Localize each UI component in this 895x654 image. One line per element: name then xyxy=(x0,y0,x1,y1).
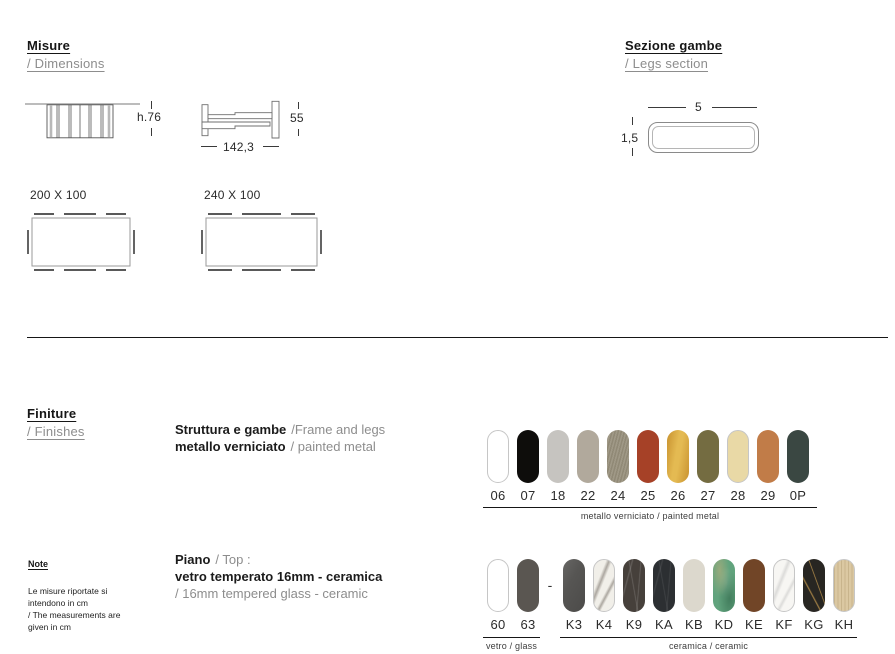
swatch-code-29: 29 xyxy=(760,488,776,503)
finishes-subtitle: / Finishes xyxy=(27,424,85,439)
metal-group-rule xyxy=(483,507,817,508)
swatch-color-60 xyxy=(487,559,509,612)
swatch-0P xyxy=(787,430,809,503)
swatch-code-KE: KE xyxy=(745,617,763,632)
swatch-K3 xyxy=(563,559,585,632)
swatch-code-25: 25 xyxy=(640,488,656,503)
swatch-KA xyxy=(653,559,675,632)
side-height-tick-top xyxy=(298,102,299,109)
swatch-KD xyxy=(713,559,735,632)
swatch-KB xyxy=(683,559,705,632)
swatch-separator: - xyxy=(547,577,553,593)
height-dim-tick-top xyxy=(151,101,152,109)
top-material-it: vetro temperato 16mm - ceramica xyxy=(175,569,383,584)
frame-label-it: Struttura e gambe xyxy=(175,422,287,437)
metal-swatch-group xyxy=(487,430,809,503)
swatch-code-28: 28 xyxy=(730,488,746,503)
glass-swatch-group xyxy=(487,559,539,632)
swatch-code-K9: K9 xyxy=(625,617,643,632)
swatch-color-K4 xyxy=(593,559,615,612)
swatch-24 xyxy=(607,430,629,503)
swatch-code-18: 18 xyxy=(550,488,566,503)
top-finish-text xyxy=(175,551,382,602)
swatch-color-63 xyxy=(517,559,539,612)
swatch-color-24 xyxy=(607,430,629,483)
leg-height-tick-bottom xyxy=(632,148,633,156)
swatch-code-60: 60 xyxy=(490,617,506,632)
swatch-color-KG xyxy=(803,559,825,612)
finishes-title: Finiture xyxy=(27,406,77,421)
dimensions-subtitle: / Dimensions xyxy=(27,56,105,71)
swatch-color-29 xyxy=(757,430,779,483)
swatch-color-KA xyxy=(653,559,675,612)
leg-width-label: 5 xyxy=(695,100,702,114)
finishes-heading xyxy=(27,406,85,439)
note-title: Note xyxy=(28,559,48,569)
table-side-view-drawing xyxy=(197,99,293,141)
side-width-tick-right xyxy=(263,146,279,147)
top-label-en: / Top : xyxy=(215,552,251,567)
table-height-label: h.76 xyxy=(137,110,162,124)
swatch-KF xyxy=(773,559,795,632)
swatch-color-KF xyxy=(773,559,795,612)
note-text-it: Le misure riportate si intendono in cm xyxy=(28,586,108,608)
height-dim-tick-bottom xyxy=(151,128,152,136)
swatch-KH xyxy=(833,559,855,632)
side-width-tick-left xyxy=(201,146,217,147)
swatch-27 xyxy=(697,430,719,503)
swatch-code-KB: KB xyxy=(685,617,703,632)
frame-material-it: metallo verniciato xyxy=(175,439,286,454)
swatch-06 xyxy=(487,430,509,503)
swatch-color-KH xyxy=(833,559,855,612)
swatch-color-K9 xyxy=(623,559,645,612)
frame-label-en: /Frame and legs xyxy=(291,422,386,437)
frame-material-en: / painted metal xyxy=(290,439,376,454)
note-text-en: / The measurements are given in cm xyxy=(28,610,121,632)
swatch-22 xyxy=(577,430,599,503)
section-divider xyxy=(27,337,888,338)
legs-section-heading xyxy=(625,38,722,71)
swatch-code-22: 22 xyxy=(580,488,596,503)
swatch-code-KA: KA xyxy=(655,617,673,632)
swatch-28 xyxy=(727,430,749,503)
swatch-color-25 xyxy=(637,430,659,483)
swatch-code-K3: K3 xyxy=(565,617,583,632)
swatch-color-18 xyxy=(547,430,569,483)
swatch-color-27 xyxy=(697,430,719,483)
top-200x100-label: 200 X 100 xyxy=(30,188,87,202)
swatch-07 xyxy=(517,430,539,503)
swatch-color-26 xyxy=(667,430,689,483)
swatch-code-63: 63 xyxy=(520,617,536,632)
leg-width-tick-left xyxy=(648,107,686,108)
swatch-code-KG: KG xyxy=(804,617,824,632)
frame-finish-text xyxy=(175,421,385,455)
swatch-25 xyxy=(637,430,659,503)
leg-height-label: 1,5 xyxy=(621,131,639,145)
swatch-code-KH: KH xyxy=(834,617,854,632)
swatch-color-KE xyxy=(743,559,765,612)
frame-width-label: 142,3 xyxy=(223,140,255,154)
swatch-63 xyxy=(517,559,539,632)
glass-group-rule xyxy=(483,637,540,638)
swatch-60 xyxy=(487,559,509,632)
ceramic-group-rule xyxy=(560,637,857,638)
swatch-color-07 xyxy=(517,430,539,483)
swatch-KE xyxy=(743,559,765,632)
swatch-code-26: 26 xyxy=(670,488,686,503)
swatch-color-0P xyxy=(787,430,809,483)
swatch-26 xyxy=(667,430,689,503)
legs-section-title: Sezione gambe xyxy=(625,38,723,53)
dimensions-heading xyxy=(27,38,105,71)
leg-width-tick-right xyxy=(712,107,757,108)
table-front-view-drawing xyxy=(23,96,143,144)
ceramic-swatch-group xyxy=(563,559,855,632)
metal-group-caption: metallo verniciato / painted metal xyxy=(580,511,720,521)
side-height-tick-bottom xyxy=(298,129,299,136)
swatch-29 xyxy=(757,430,779,503)
ceramic-group-caption: ceramica / ceramic xyxy=(668,641,749,651)
swatch-K9 xyxy=(623,559,645,632)
swatch-color-KB xyxy=(683,559,705,612)
legs-section-subtitle: / Legs section xyxy=(625,56,709,71)
top-240x100-label: 240 X 100 xyxy=(204,188,261,202)
swatch-code-KF: KF xyxy=(775,617,793,632)
swatch-color-28 xyxy=(727,430,749,483)
glass-group-caption: vetro / glass xyxy=(485,641,538,651)
dimensions-title: Misure xyxy=(27,38,71,53)
swatch-code-27: 27 xyxy=(700,488,716,503)
top-view-200x100-drawing xyxy=(24,210,138,278)
swatch-color-K3 xyxy=(563,559,585,612)
swatch-K4 xyxy=(593,559,615,632)
swatch-KG xyxy=(803,559,825,632)
swatch-code-06: 06 xyxy=(490,488,506,503)
swatch-color-06 xyxy=(487,430,509,483)
leg-section-drawing xyxy=(647,121,761,155)
swatch-color-22 xyxy=(577,430,599,483)
swatch-code-07: 07 xyxy=(520,488,536,503)
frame-height-label: 55 xyxy=(290,111,304,125)
swatch-code-K4: K4 xyxy=(595,617,613,632)
top-label-it: Piano xyxy=(175,552,211,567)
swatch-code-0P: 0P xyxy=(789,488,807,503)
swatch-color-KD xyxy=(713,559,735,612)
swatch-code-KD: KD xyxy=(714,617,734,632)
swatch-18 xyxy=(547,430,569,503)
leg-height-tick-top xyxy=(632,117,633,125)
top-view-240x100-drawing xyxy=(198,210,326,278)
top-material-en: / 16mm tempered glass - ceramic xyxy=(175,586,368,601)
swatch-code-24: 24 xyxy=(610,488,626,503)
note-block xyxy=(28,559,140,633)
